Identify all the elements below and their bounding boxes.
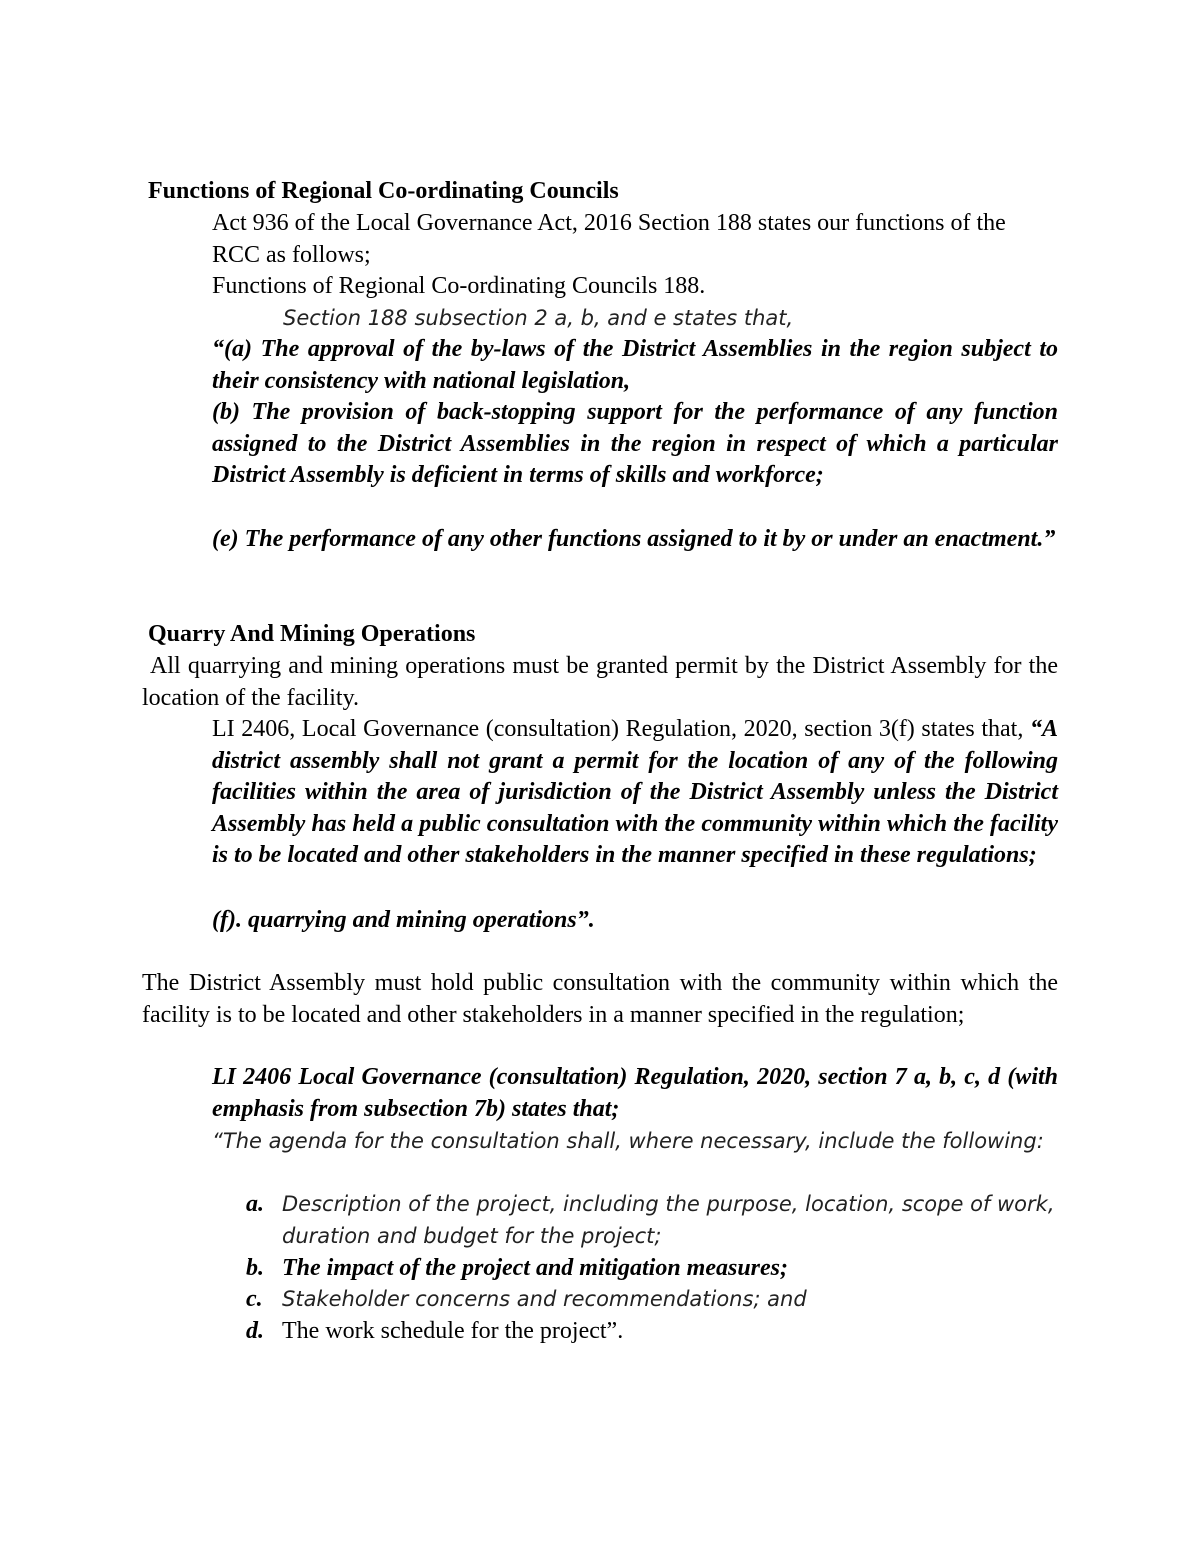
agenda-item-text: The impact of the project and mitigation measures;	[282, 1255, 788, 1281]
agenda-intro: “The agenda for the consultation shall, where necessary, include the following:	[212, 1129, 1044, 1153]
agenda-item-text: The work schedule for the project”.	[282, 1318, 624, 1344]
agenda-item-text: Description of the project, including the purpose, location, scope of work, duration and budget for the project;	[282, 1192, 1055, 1248]
list-marker: c.	[246, 1286, 263, 1312]
quarry-intro-paragraph: All quarrying and mining operations must be granted permit by the District Assembly for the location of the facility.	[142, 653, 1058, 711]
quote-item-b: (b) The provision of back-stopping support for the performance of any function assigned to the District Assemblies in the region in respect of which a particular District Assembly is deficient in terms of skills and workforce;	[212, 399, 1058, 488]
list-marker: d.	[246, 1318, 264, 1344]
section-heading-rcc: Functions of Regional Co-ordinating Councils	[148, 178, 619, 204]
section-heading-quarry: Quarry And Mining Operations	[148, 621, 476, 647]
li-2406-section-7-ref: LI 2406 Local Governance (consultation) Regulation, 2020, section 7 a, b, c, d (with emphasis from subsection 7b) states that;	[212, 1064, 1058, 1122]
agenda-item-text: Stakeholder concerns and recommendations; and	[282, 1287, 807, 1311]
list-marker: a.	[246, 1191, 264, 1217]
rcc-intro-paragraph: Act 936 of the Local Governance Act, 2016 Section 188 states our functions of the RCC as follows;	[212, 210, 1006, 268]
rcc-subtitle: Functions of Regional Co-ordinating Councils 188.	[212, 273, 706, 299]
quote-item-a: “(a) The approval of the by-laws of the District Assemblies in the region subject to their consistency with national legislation,	[212, 336, 1058, 394]
list-marker: b.	[246, 1255, 264, 1281]
li-2406-section-3f	[212, 714, 1058, 872]
section-188-note: Section 188 subsection 2 a, b, and e states that,	[283, 306, 794, 330]
li-lead-text: LI 2406, Local Governance (consultation) Regulation, 2020, section 3(f) states that,	[212, 716, 1030, 742]
li-quote-text: “A district assembly shall not grant a permit for the location of any of the following facilities within the area of jurisdiction of the District Assembly unless the District Assembly has held a public consultation with the community within which the facility is to be located and other stakeholders in the manner specified in these regulations;	[212, 716, 1058, 868]
li-item-f: (f). quarrying and mining operations”.	[212, 907, 595, 933]
consultation-paragraph: The District Assembly must hold public consultation with the community within which the facility is to be located and other stakeholders in a manner specified in the regulation;	[142, 970, 1058, 1028]
quote-item-e: (e) The performance of any other functions assigned to it by or under an enactment.”	[212, 526, 1056, 552]
